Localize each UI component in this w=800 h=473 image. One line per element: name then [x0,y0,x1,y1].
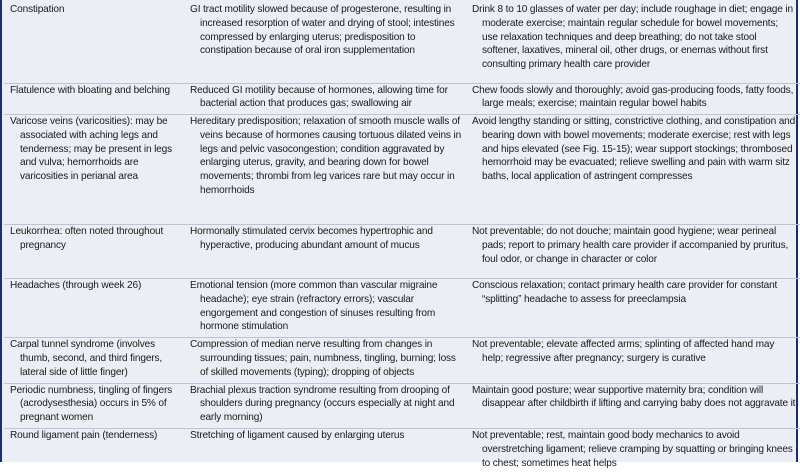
relief-text: Not preventable; do not douche; maintain good hygiene; wear perineal pads; report to primary health care provider if accompanied by pruritus, foul odor, or change in character or color [472,226,789,265]
discomfort-cell [4,83,184,115]
relief-text: Not preventable; elevate affected arms; splinting of affected hand may help; regressive after pregnancy; surgery is curative [472,339,775,365]
table-row [4,338,800,383]
discomfort-text: Carpal tunnel syndrome (involves thumb, second, and third fingers, lateral side of little finger) [10,339,163,378]
discomfort-text: Constipation [10,4,65,15]
cause-text: Reduced GI motility because of hormones, allowing time for bacterial action that produces gas; swallowing air [190,84,448,110]
table-row [4,115,800,225]
discomfort-text: Headaches (through week 26) [10,280,142,292]
discomforts-table [4,3,800,473]
left-border [0,0,2,462]
cause-text: Brachial plexus traction syndrome resulting from drooping of shoulders during pregnancy (occurs especially at night and early morning) [190,384,455,424]
table-row [4,83,800,115]
relief-text: Avoid lengthy standing or sitting, constrictive clothing, and constipation and bearing down with bowel movements; moderate exercise; rest with legs and hips elevated (see Fig. 15-15); wear support stockings; thrombosed hemorrhoid may be evacuated; relieve swelling and pain with warm sitz baths, local application of astringent compresses [472,116,796,183]
relief-text: Chew foods slowly and thoroughly; avoid gas-producing foods, fatty foods, large meals; exercise; maintain regular bowel habits [472,84,794,110]
discomfort-cell [4,383,184,428]
discomfort-text: Leukorrhea: often noted throughout pregnancy [10,226,164,251]
relief-cell [466,279,800,338]
table-row [4,225,800,279]
cause-text: Stretching of ligament caused by enlarging uterus [190,430,405,442]
discomfort-cell [4,279,184,338]
cause-cell [184,115,466,225]
cause-cell [184,225,466,279]
cause-text: Hereditary predisposition; relaxation of smooth muscle walls of veins because of hormones causing tortuous dilated veins in legs and pelvic vasocongestion; condition aggravated by enlarging uterus, gravity, and bearing down for bowel movements; thrombi from leg varices rare but may occur in hemorrhoids [190,116,462,197]
table-row [4,279,800,338]
discomfort-cell [4,225,184,279]
discomfort-text: Varicose veins (varicosities): may be associated with aching legs and tenderness; may be present in legs and vulva; hemorrhoids are varicosities in perianal area [10,116,173,183]
cause-cell [184,83,466,115]
cause-text: Compression of median nerve resulting from changes in surrounding tissues; pain, numbness, tingling, burning; loss of skilled movements (typing); dropping of objects [190,339,456,378]
cause-cell [184,338,466,383]
relief-text: Conscious relaxation; contact primary health care provider for constant “splitting” headache to assess for preeclampsia [472,280,778,305]
relief-cell [466,383,800,428]
relief-cell [466,429,800,473]
relief-text: Not preventable; rest, maintain good body mechanics to avoid overstretching ligament; relieve cramping by squatting or bringing knees to chest; sometimes heat helps [472,430,793,469]
discomfort-text: Round ligament pain (tenderness) [10,430,158,442]
discomfort-text: Flatulence with bloating and belching [10,84,170,96]
relief-text: Maintain good posture; wear supportive maternity bra; condition will disappear after childbirth if lifting and carrying baby does not aggravate it [472,384,796,410]
discomfort-cell [4,115,184,225]
cause-text: GI tract motility slowed because of progesterone, resulting in increased resorption of water and drying of stool; intestines compressed by enlarging uterus; predisposition to constipation because of oral iron supplementation [190,4,455,57]
discomfort-text: Periodic numbness, tingling of fingers (acrodysesthesia) occurs in 5% of pregnant women [10,384,173,424]
relief-cell [466,338,800,383]
cause-cell [184,429,466,473]
discomfort-cell [4,429,184,473]
relief-cell [466,3,800,83]
cause-text: Emotional tension (more common than vascular migraine headache); eye strain (refractory errors); vascular engorgement and congestion of sinuses resulting from hormone stimulation [190,280,438,333]
cause-cell [184,383,466,428]
cause-cell [184,279,466,338]
table-row [4,429,800,473]
relief-text: Drink 8 to 10 glasses of water per day; include roughage in diet; engage in moderate exercise; maintain regular schedule for bowel movements; use relaxation techniques and deep breathing; do not take stool softener, laxatives, mineral oil, other drugs, or enemas without first consulting primary health care provider [472,4,793,71]
relief-cell [466,83,800,115]
relief-cell [466,225,800,279]
cause-cell [184,3,466,83]
discomfort-cell [4,3,184,83]
discomfort-cell [4,338,184,383]
cause-text: Hormonally stimulated cervix becomes hypertrophic and hyperactive, producing abundant amount of mucus [190,226,433,251]
table-row [4,383,800,428]
relief-cell [466,115,800,225]
table-row [4,3,800,83]
